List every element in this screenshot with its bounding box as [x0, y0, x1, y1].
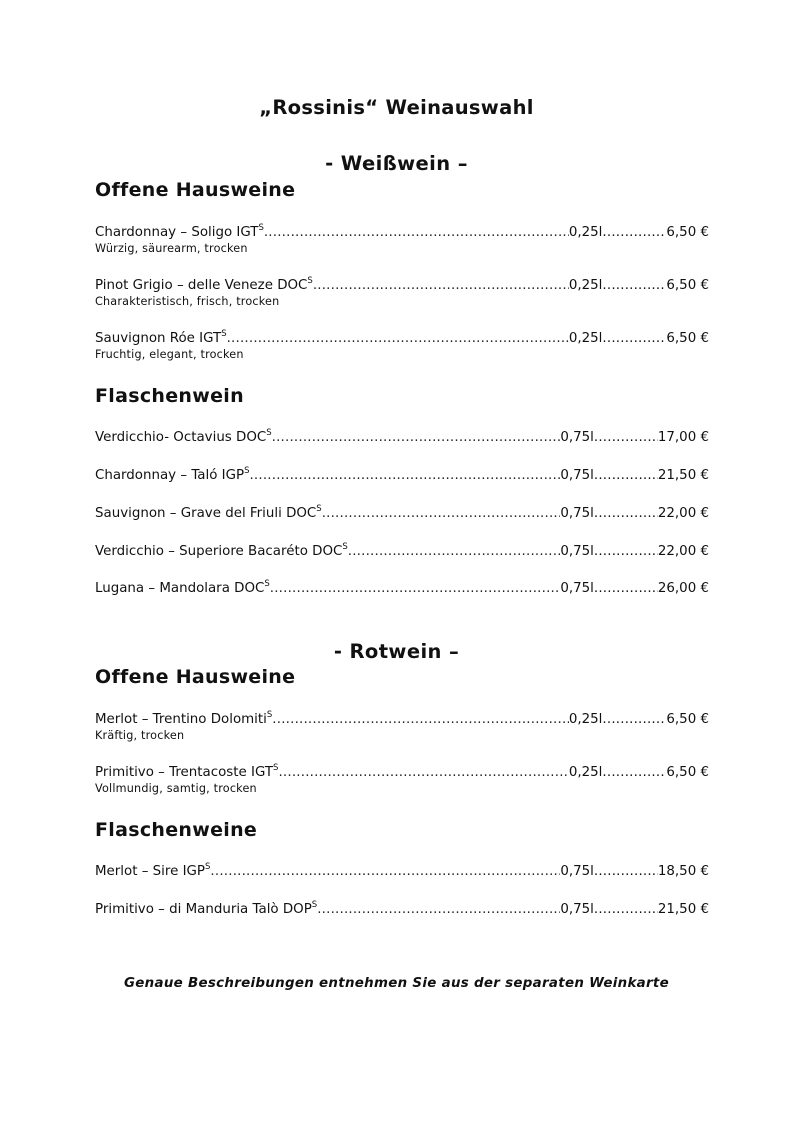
dot-leader	[594, 543, 658, 561]
dot-leader	[317, 901, 560, 919]
wine-item	[95, 224, 709, 255]
wine-price: 6,50 €	[666, 225, 709, 240]
wine-name: Verdicchio – Superiore Bacaréto $DOC^S$	[95, 542, 348, 559]
dot-leader	[602, 711, 666, 729]
wine-price: 18,50 €	[657, 864, 709, 879]
wine-name: Chardonnay – Taló $IGP^S$	[95, 466, 250, 483]
dot-leader	[272, 429, 561, 447]
wine-volume: 0,25l	[568, 225, 603, 240]
wine-volume: 0,75l	[560, 430, 594, 445]
white-open-wines-heading: Offene Hausweine	[95, 179, 296, 201]
dot-leader	[270, 580, 561, 598]
dot-leader	[272, 711, 569, 729]
dot-leader	[602, 330, 666, 348]
wine-item	[95, 711, 709, 742]
dot-leader	[210, 863, 560, 881]
wine-volume: 0,25l	[568, 278, 603, 293]
menu-title: „Rossinis“ Weinauswahl	[259, 96, 534, 119]
wine-name: Merlot – Sire $IGP^S$	[95, 862, 211, 879]
wine-price: 17,00 €	[657, 430, 709, 445]
wine-volume: 0,75l	[560, 864, 594, 879]
dot-leader	[602, 764, 666, 782]
wine-item	[95, 330, 709, 361]
wine-price: 6,50 €	[666, 765, 709, 780]
dot-leader	[264, 224, 569, 242]
wine-volume: 0,25l	[568, 765, 603, 780]
dot-leader	[278, 764, 568, 782]
wine-volume: 0,75l	[560, 902, 594, 917]
wine-name: Sauvignon – Grave del Friuli $DOC^S$	[95, 504, 322, 521]
wine-price: 6,50 €	[666, 331, 709, 346]
wine-name: Merlot – Trentino Dolomiti$^S$	[95, 710, 273, 727]
wine-name: Lugana – Mandolara $DOC^S$	[95, 579, 270, 596]
wine-item	[95, 901, 709, 919]
wine-description: Kräftig, trocken	[95, 729, 185, 742]
red-bottle-wines-heading: Flaschenweine	[95, 819, 258, 841]
dot-leader	[348, 543, 561, 561]
wine-item	[95, 505, 709, 523]
wine-price: 21,50 €	[657, 902, 709, 917]
wine-item	[95, 277, 709, 308]
dot-leader	[594, 580, 658, 598]
dot-leader	[602, 277, 666, 295]
dot-leader	[594, 505, 658, 523]
dot-leader	[313, 277, 569, 295]
dot-leader	[227, 330, 569, 348]
wine-volume: 0,75l	[560, 544, 594, 559]
white-bottle-wines-heading: Flaschenwein	[95, 385, 244, 407]
wine-description: Würzig, säurearm, trocken	[95, 242, 248, 255]
dot-leader	[602, 224, 666, 242]
wine-volume: 0,25l	[568, 331, 603, 346]
wine-name: Pinot Grigio – delle Veneze $DOC^S$	[95, 276, 313, 293]
wine-volume: 0,75l	[560, 506, 594, 521]
wine-item	[95, 764, 709, 795]
wine-price: 21,50 €	[657, 468, 709, 483]
wine-item	[95, 429, 709, 447]
white-wine-section-title: - Weißwein –	[325, 152, 468, 175]
dot-leader	[594, 429, 658, 447]
dot-leader	[594, 863, 658, 881]
wine-name: Chardonnay – Soligo $IGT^S$	[95, 223, 264, 240]
wine-price: 22,00 €	[657, 544, 709, 559]
wine-volume: 0,25l	[568, 712, 603, 727]
dot-leader	[249, 467, 560, 485]
wine-name: Verdicchio- Octavius $DOC^S$	[95, 428, 272, 445]
wine-volume: 0,75l	[560, 468, 594, 483]
wine-item	[95, 467, 709, 485]
wine-price: 6,50 €	[666, 712, 709, 727]
wine-price: 6,50 €	[666, 278, 709, 293]
wine-item	[95, 863, 709, 881]
dot-leader	[594, 467, 658, 485]
wine-price: 26,00 €	[657, 581, 709, 596]
red-wine-section-title: - Rotwein –	[333, 640, 460, 663]
wine-description: Fruchtig, elegant, trocken	[95, 348, 244, 361]
wine-name: Primitivo – di Manduria Talò $DOP^S$	[95, 900, 318, 917]
wine-item	[95, 543, 709, 561]
dot-leader	[322, 505, 561, 523]
footer-note: Genaue Beschreibungen entnehmen Sie aus der separaten Weinkarte	[124, 976, 669, 991]
dot-leader	[594, 901, 658, 919]
red-open-wines-heading: Offene Hausweine	[95, 666, 296, 688]
wine-name: Sauvignon Róe $IGT^S$	[95, 329, 227, 346]
wine-description: Vollmundig, samtig, trocken	[95, 782, 257, 795]
wine-description: Charakteristisch, frisch, trocken	[95, 295, 280, 308]
wine-price: 22,00 €	[657, 506, 709, 521]
wine-volume: 0,75l	[560, 581, 594, 596]
wine-name: Primitivo – Trentacoste $IGT^S$	[95, 763, 279, 780]
wine-item	[95, 580, 709, 598]
